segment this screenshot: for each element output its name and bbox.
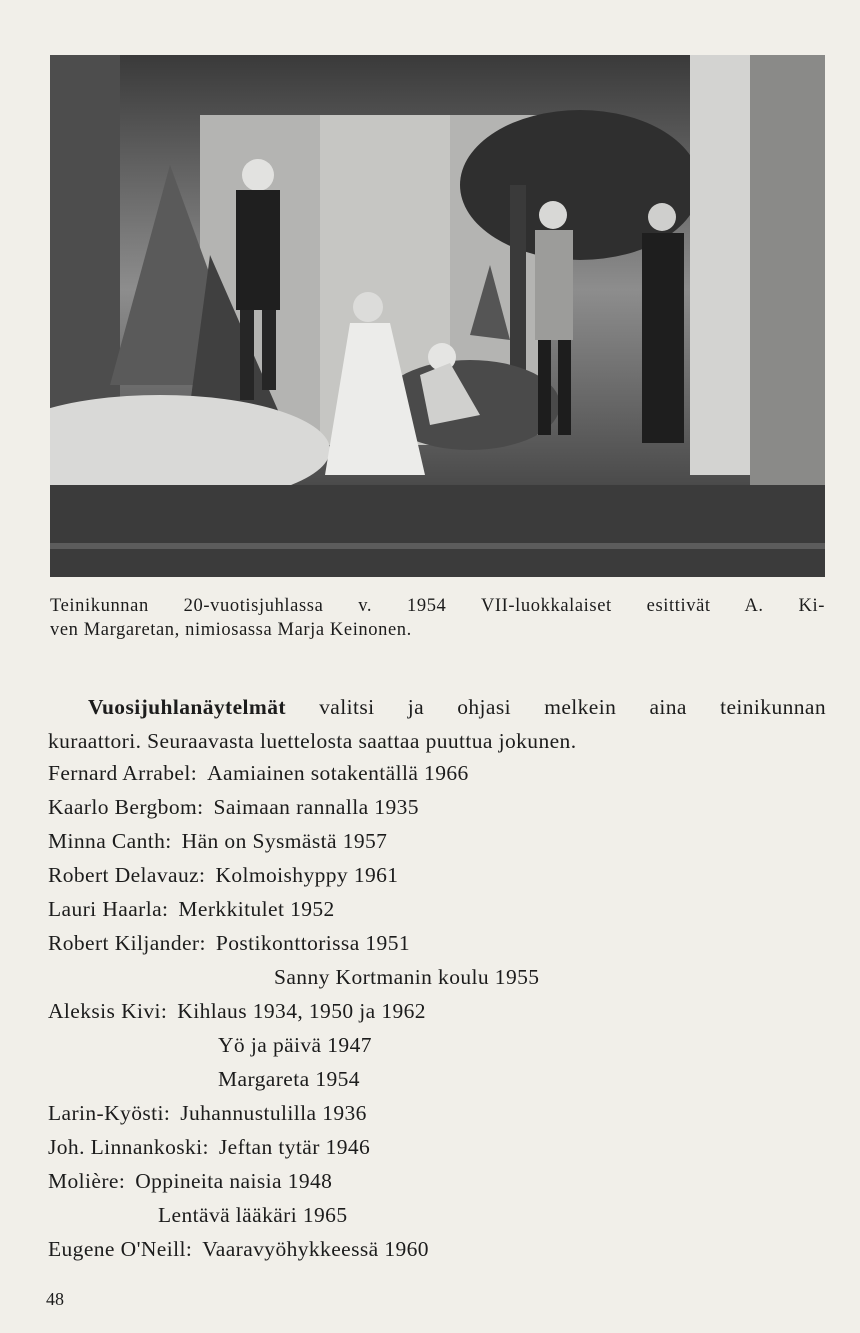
plays-list <box>48 756 828 1266</box>
play-title-year: Jeftan tytär 1946 <box>218 1135 371 1159</box>
play-row <box>48 1232 828 1266</box>
play-row <box>48 1164 828 1198</box>
play-author: Robert Delavauz: <box>48 863 206 887</box>
play-row <box>48 1062 828 1096</box>
play-author: Minna Canth: <box>48 829 172 853</box>
play-row <box>48 824 828 858</box>
play-row <box>48 892 828 926</box>
play-row <box>48 1096 828 1130</box>
play-row <box>48 1028 828 1062</box>
play-title-year: Kihlaus 1934, 1950 ja 1962 <box>177 999 426 1023</box>
play-row <box>48 994 828 1028</box>
caption-line-1: Teinikunnan 20-vuotisjuhlassa v. 1954 VII-luokkalaiset esittivät A. Ki- <box>50 596 825 616</box>
play-author: Aleksis Kivi: <box>48 999 168 1023</box>
play-title-year: Margareta 1954 <box>218 1067 360 1091</box>
play-author: Fernard Arrabel: <box>48 761 198 785</box>
play-row <box>48 756 828 790</box>
play-row <box>48 1198 828 1232</box>
play-title-year: Merkkitulet 1952 <box>178 897 335 921</box>
intro-line-1-rest: valitsi ja ohjasi melkein aina teinikunnan <box>285 695 826 719</box>
play-title-year: Kolmoishyppy 1961 <box>215 863 399 887</box>
play-row <box>48 960 828 994</box>
play-title-year: Yö ja päivä 1947 <box>218 1033 372 1057</box>
intro-paragraph <box>48 690 826 758</box>
play-title-year: Postikonttorissa 1951 <box>215 931 411 955</box>
play-title-year: Saimaan rannalla 1935 <box>213 795 419 819</box>
intro-bold-term: Vuosijuhlanäytelmät <box>88 695 286 719</box>
play-title-year: Vaaravyöhykkeessä 1960 <box>202 1237 429 1261</box>
play-title-year: Hän on Sysmästä 1957 <box>181 829 388 853</box>
page-number: 48 <box>46 1289 64 1309</box>
play-title-year: Sanny Kortmanin koulu 1955 <box>274 965 540 989</box>
play-author: Lauri Haarla: <box>48 897 169 921</box>
stage-photo-drawing <box>50 55 825 577</box>
stage-photograph <box>50 55 825 577</box>
play-author: Robert Kiljander: <box>48 931 206 955</box>
photo-caption <box>50 594 825 642</box>
play-author: Joh. Linnankoski: <box>48 1135 209 1159</box>
play-row <box>48 926 828 960</box>
intro-line-2: kuraattori. Seuraavasta luettelosta saattaa puuttua jokunen. <box>48 729 577 753</box>
play-title-year: Juhannustulilla 1936 <box>180 1101 367 1125</box>
play-author: Eugene O'Neill: <box>48 1237 193 1261</box>
play-row <box>48 858 828 892</box>
play-title-year: Oppineita naisia 1948 <box>135 1169 333 1193</box>
intro-line-1 <box>48 690 826 724</box>
play-author: Larin-Kyösti: <box>48 1101 171 1125</box>
play-row <box>48 790 828 824</box>
play-author: Kaarlo Bergbom: <box>48 795 204 819</box>
play-title-year: Lentävä lääkäri 1965 <box>158 1203 348 1227</box>
play-row <box>48 1130 828 1164</box>
play-title-year: Aamiainen sotakentällä 1966 <box>207 761 469 785</box>
caption-line-2: ven Margaretan, nimiosassa Marja Keinonen. <box>50 620 412 640</box>
play-author: Molière: <box>48 1169 126 1193</box>
